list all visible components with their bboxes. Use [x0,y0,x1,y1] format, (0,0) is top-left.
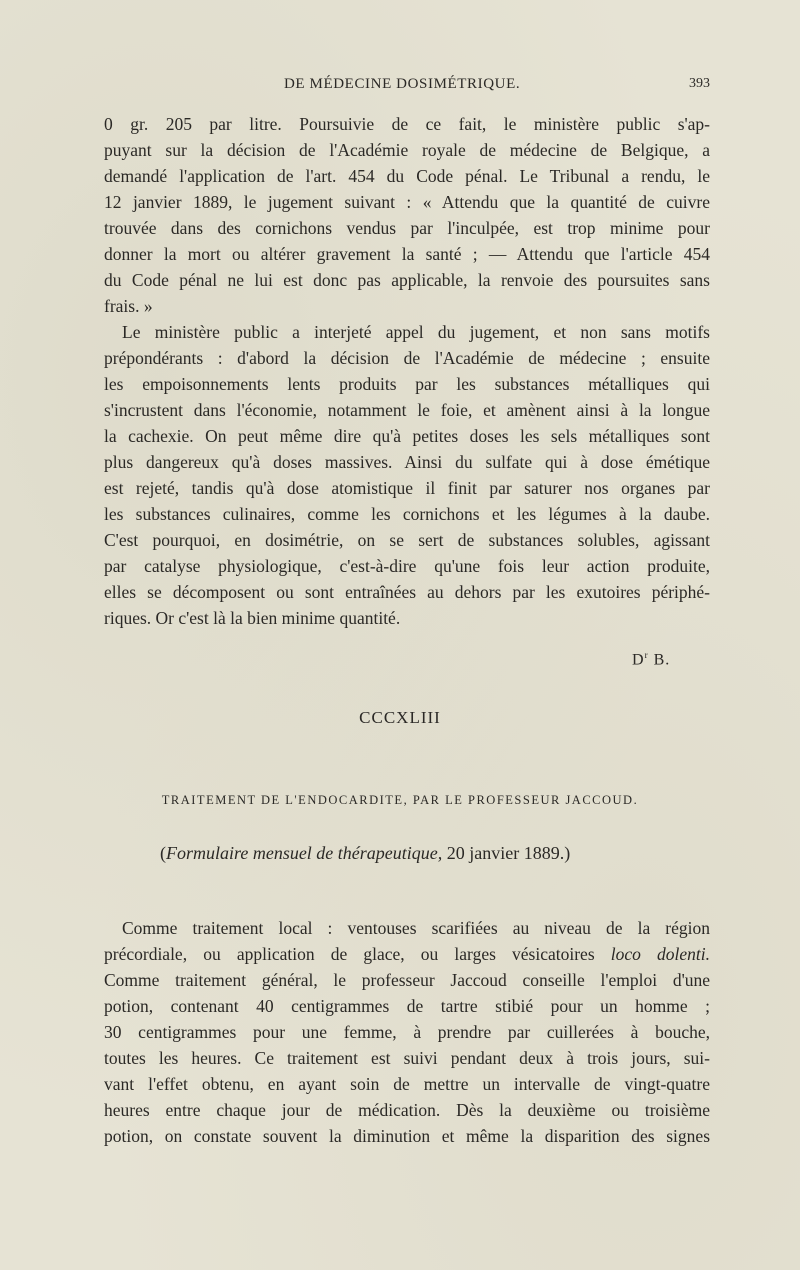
text-line: les empoisonnements lents produits par les substances métalliques qui [104,374,710,394]
text-line: C'est pourquoi, en dosimétrie, on se sert de substances solubles, agissant [104,530,710,550]
text-line: 30 centigrammes pour une femme, à prendre par cuillerées à bouche, [104,1022,710,1042]
paragraph-traitement [104,915,710,1149]
text-line: heures entre chaque jour de médication. Dès la deuxième ou troisième [104,1100,710,1120]
author-signature [632,650,670,669]
article-source [160,843,570,864]
text-line: Comme traitement général, le professeur Jaccoud conseille l'emploi d'une [104,970,710,990]
article-title: TRAITEMENT DE L'ENDOCARDITE, PAR LE PROFESSEUR JACCOUD. [161,793,639,807]
text-line: plus dangereux qu'à doses massives. Ainsi du sulfate qui à dose émétique [104,452,710,472]
text-line: 12 janvier 1889, le jugement suivant : « Attendu que la quantité de cuivre [104,192,710,212]
text-line: potion, on constate souvent la diminution et même la disparition des signes [104,1126,710,1146]
text-line: riques. Or c'est là la bien minime quantité. [104,608,401,628]
text-line: 0 gr. 205 par litre. Poursuivie de ce fait, le ministère public s'ap- [104,114,710,134]
signature-title-sup: r [644,650,649,660]
source-open-paren: ( [160,843,166,863]
text-line: trouvée dans des cornichons vendus par l'inculpée, est trop minime pour [104,218,710,238]
text-line: les substances culinaires, comme les cornichons et les légumes à la daube. [104,504,710,524]
text-line: la cachexie. On peut même dire qu'à petites doses les sels métalliques sont [104,426,710,446]
latin-phrase: loco dolenti. [610,944,711,964]
text-line: du Code pénal ne lui est donc pas applicable, la renvoie des poursuites sans [104,270,710,290]
text-line: elles se décomposent ou sont entraînées au dehors par les exutoires périphé- [104,582,710,602]
text-line: demandé l'application de l'art. 454 du Code pénal. Le Tribunal a rendu, le [104,166,710,186]
text-line: est rejeté, tandis qu'à dose atomistique il finit par saturer nos organes par [104,478,710,498]
paragraph-cuivre-jugement [104,111,710,319]
signature-title: D [632,651,645,669]
running-header [104,76,710,96]
text-line: prépondérants : d'abord la décision de l'Académie de médecine ; ensuite [104,348,710,368]
text-line: Comme traitement local : ventouses scarifiées au niveau de la région [122,918,710,938]
signature-name: B. [653,651,671,669]
text-line: toutes les heures. Ce traitement est suivi pendant deux à trois jours, sui- [104,1048,710,1068]
text-line: puyant sur la décision de l'Académie royale de médecine de Belgique, a [104,140,710,160]
text-line: Le ministère public a interjeté appel du jugement, et non sans motifs [122,322,710,342]
text-line: frais. » [104,296,153,316]
source-date: 20 janvier 1889.) [442,843,571,863]
running-title: DE MÉDECINE DOSIMÉTRIQUE. [284,76,521,92]
text-line: donner la mort ou altérer gravement la santé ; — Attendu que l'article 454 [104,244,710,264]
text-line: par catalyse physiologique, c'est-à-dire qu'une fois leur action produite, [104,556,710,576]
text-line: vant l'effet obtenu, en ayant soin de mettre un intervalle de vingt-quatre [104,1074,710,1094]
page-number: 393 [689,76,710,91]
paragraph-appel [104,319,710,631]
section-number: CCCXLIII [359,708,441,727]
text-line: potion, contenant 40 centigrammes de tartre stibié pour un homme ; [104,996,710,1016]
text-segment: précordiale, ou application de glace, ou larges vésicatoires [104,944,611,964]
source-journal: Formulaire mensuel de thérapeutique, [166,843,443,863]
text-line [104,941,710,967]
text-line: s'incrustent dans l'économie, notamment le foie, et amènent ainsi à la longue [104,400,710,420]
